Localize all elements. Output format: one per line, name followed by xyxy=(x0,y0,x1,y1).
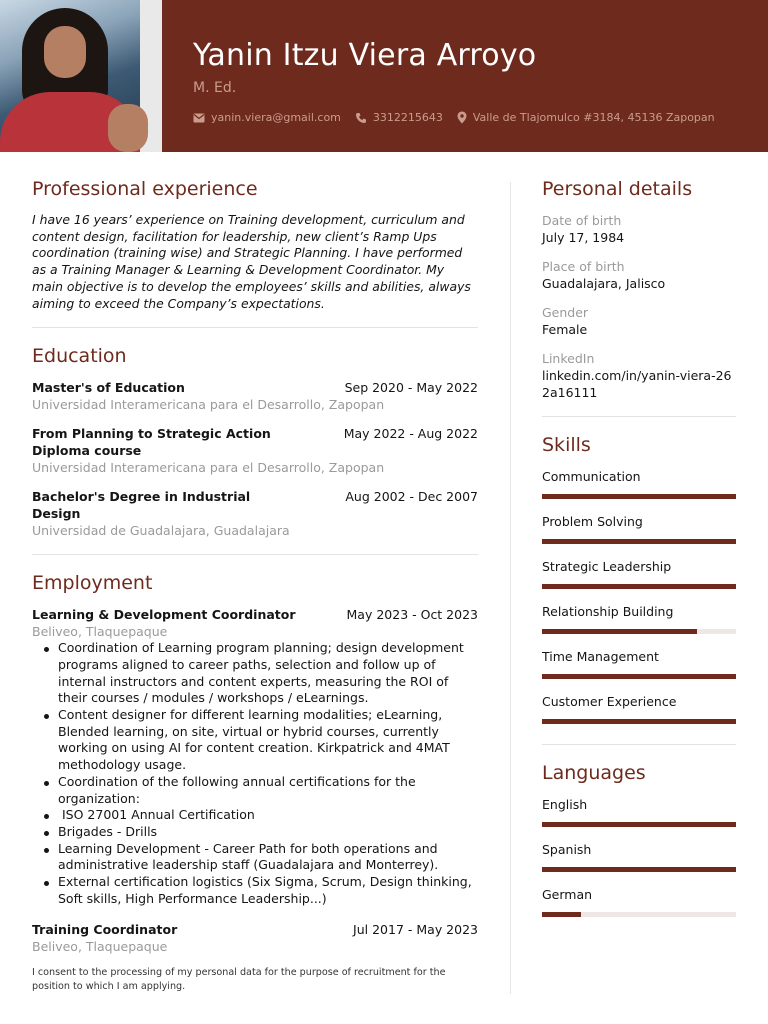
contact-email[interactable] xyxy=(193,111,341,124)
column-divider xyxy=(510,182,511,994)
email-icon xyxy=(193,113,205,123)
personal-heading: Personal details xyxy=(542,178,693,200)
candidate-name: Yanin Itzu Viera Arroyo xyxy=(193,38,537,73)
personal-item xyxy=(542,350,736,401)
skill-level-bar xyxy=(542,674,736,679)
job-title: Training Coordinator xyxy=(32,922,178,938)
resume-header xyxy=(0,0,768,152)
skill-level-bar xyxy=(542,539,736,544)
language-name: English xyxy=(542,797,588,812)
phone-icon xyxy=(355,112,367,124)
skill-name: Communication xyxy=(542,469,641,484)
skill-item xyxy=(542,513,736,544)
skill-level-bar xyxy=(542,584,736,589)
job-bullet: Learning Development - Career Path for both operations and administrative leadership staff (Guadalajara and Monterrey). xyxy=(32,841,478,874)
section-divider xyxy=(542,416,736,417)
job-bullet: Content designer for different learning modalities; eLearning, Blended learning, on site, virtual or hybrid courses, currently working on using AI for content creation. Kirkpatrick and 4MAT methodology usage. xyxy=(32,707,478,774)
personal-value: Female xyxy=(542,322,588,337)
phone-text: 3312215643 xyxy=(372,111,443,124)
job-bullet: ISO 27001 Annual Certification xyxy=(32,807,478,824)
skill-level-bar xyxy=(542,719,736,724)
education-date: Sep 2020 - May 2022 xyxy=(344,380,478,396)
language-name: Spanish xyxy=(542,842,592,857)
skill-item xyxy=(542,468,736,499)
location-pin-icon xyxy=(457,111,467,124)
personal-label: Date of birth xyxy=(542,213,622,228)
job-date: May 2023 - Oct 2023 xyxy=(346,607,478,623)
job-company: Beliveo, Tlaquepaque xyxy=(32,624,168,640)
skill-name: Customer Experience xyxy=(542,694,677,709)
contact-address xyxy=(457,111,715,124)
personal-label: Place of birth xyxy=(542,259,625,274)
profile-photo xyxy=(0,0,162,152)
address-text: Valle de Tlajomulco #3184, 45136 Zapopan xyxy=(472,111,715,124)
personal-value: July 17, 1984 xyxy=(542,230,625,245)
education-entry xyxy=(32,425,478,476)
education-school: Universidad de Guadalajara, Guadalajara xyxy=(32,523,290,539)
personal-item xyxy=(542,258,736,292)
personal-item xyxy=(542,212,736,246)
employment-heading: Employment xyxy=(32,572,153,595)
job-title: Learning & Development Coordinator xyxy=(32,607,296,623)
education-heading: Education xyxy=(32,345,127,368)
language-level-bar xyxy=(542,867,736,872)
job-bullet: Coordination of Learning program planning; design development programs aligned to career paths, selection and follow up of internal instructors and content experts, measuring the ROI of their courses / modules / workshops / eLearnings. xyxy=(32,640,478,707)
education-title: Bachelor's Degree in Industrial Design xyxy=(32,489,251,522)
skill-item xyxy=(542,693,736,724)
personal-label: LinkedIn xyxy=(542,351,595,366)
education-title: From Planning to Strategic Action Diploma course xyxy=(32,426,271,459)
education-entry xyxy=(32,379,478,413)
education-entry xyxy=(32,488,478,539)
email-text: yanin.viera@gmail.com xyxy=(211,111,341,124)
education-date: May 2022 - Aug 2022 xyxy=(343,426,478,442)
section-divider xyxy=(32,327,478,328)
skill-item xyxy=(542,648,736,679)
job-bullet: Brigades - Drills xyxy=(32,824,478,841)
job-bullets xyxy=(32,640,478,907)
skill-name: Time Management xyxy=(542,649,659,664)
main-column xyxy=(32,178,478,967)
experience-summary: I have 16 years’ experience on Training development, curriculum and content design, facilitation for leadership, new client’s Ramp Ups coordination (training wise) and Strategic Planning. I have performed as a Training Manager & Learning & Development Coordinator. My main objective is to develop the employees’ skills and abilities, always aiming to exceed the Company’s expectations. xyxy=(32,212,471,311)
language-item xyxy=(542,886,736,917)
education-date: Aug 2002 - Dec 2007 xyxy=(345,489,478,505)
employment-entry xyxy=(32,921,478,955)
skill-item xyxy=(542,603,736,634)
job-company: Beliveo, Tlaquepaque xyxy=(32,939,168,955)
language-item xyxy=(542,796,736,827)
experience-heading: Professional experience xyxy=(32,178,258,200)
skill-item xyxy=(542,558,736,589)
personal-label: Gender xyxy=(542,305,589,320)
personal-item xyxy=(542,304,736,338)
skill-name: Strategic Leadership xyxy=(542,559,672,574)
contact-info xyxy=(193,111,729,124)
consent-note: I consent to the processing of my personal data for the purpose of recruitment for the position to which I am applying. xyxy=(32,967,446,992)
language-name: German xyxy=(542,887,593,902)
candidate-degree: M. Ed. xyxy=(193,80,237,96)
skill-level-bar xyxy=(542,629,736,634)
skill-name: Problem Solving xyxy=(542,514,643,529)
contact-phone[interactable] xyxy=(355,111,443,124)
employment-entry xyxy=(32,606,478,907)
skill-level-bar xyxy=(542,494,736,499)
languages-heading: Languages xyxy=(542,762,646,784)
skills-heading: Skills xyxy=(542,434,591,456)
job-bullet: External certification logistics (Six Sigma, Scrum, Design thinking, Soft skills, High Performance Leadership...) xyxy=(32,874,478,907)
personal-value: Guadalajara, Jalisco xyxy=(542,276,666,291)
job-date: Jul 2017 - May 2023 xyxy=(353,922,478,938)
language-item xyxy=(542,841,736,872)
education-school: Universidad Interamericana para el Desarrollo, Zapopan xyxy=(32,397,385,413)
language-level-bar xyxy=(542,912,736,917)
section-divider xyxy=(542,744,736,745)
side-column xyxy=(542,178,736,931)
language-level-bar xyxy=(542,822,736,827)
section-divider xyxy=(32,554,478,555)
education-school: Universidad Interamericana para el Desarrollo, Zapopan xyxy=(32,460,385,476)
education-title: Master's of Education xyxy=(32,380,185,396)
linkedin-link[interactable]: linkedin.com/in/yanin-viera-262a16111 xyxy=(542,368,732,400)
job-bullet: Coordination of the following annual certifications for the organization: xyxy=(32,774,478,807)
skill-name: Relationship Building xyxy=(542,604,674,619)
